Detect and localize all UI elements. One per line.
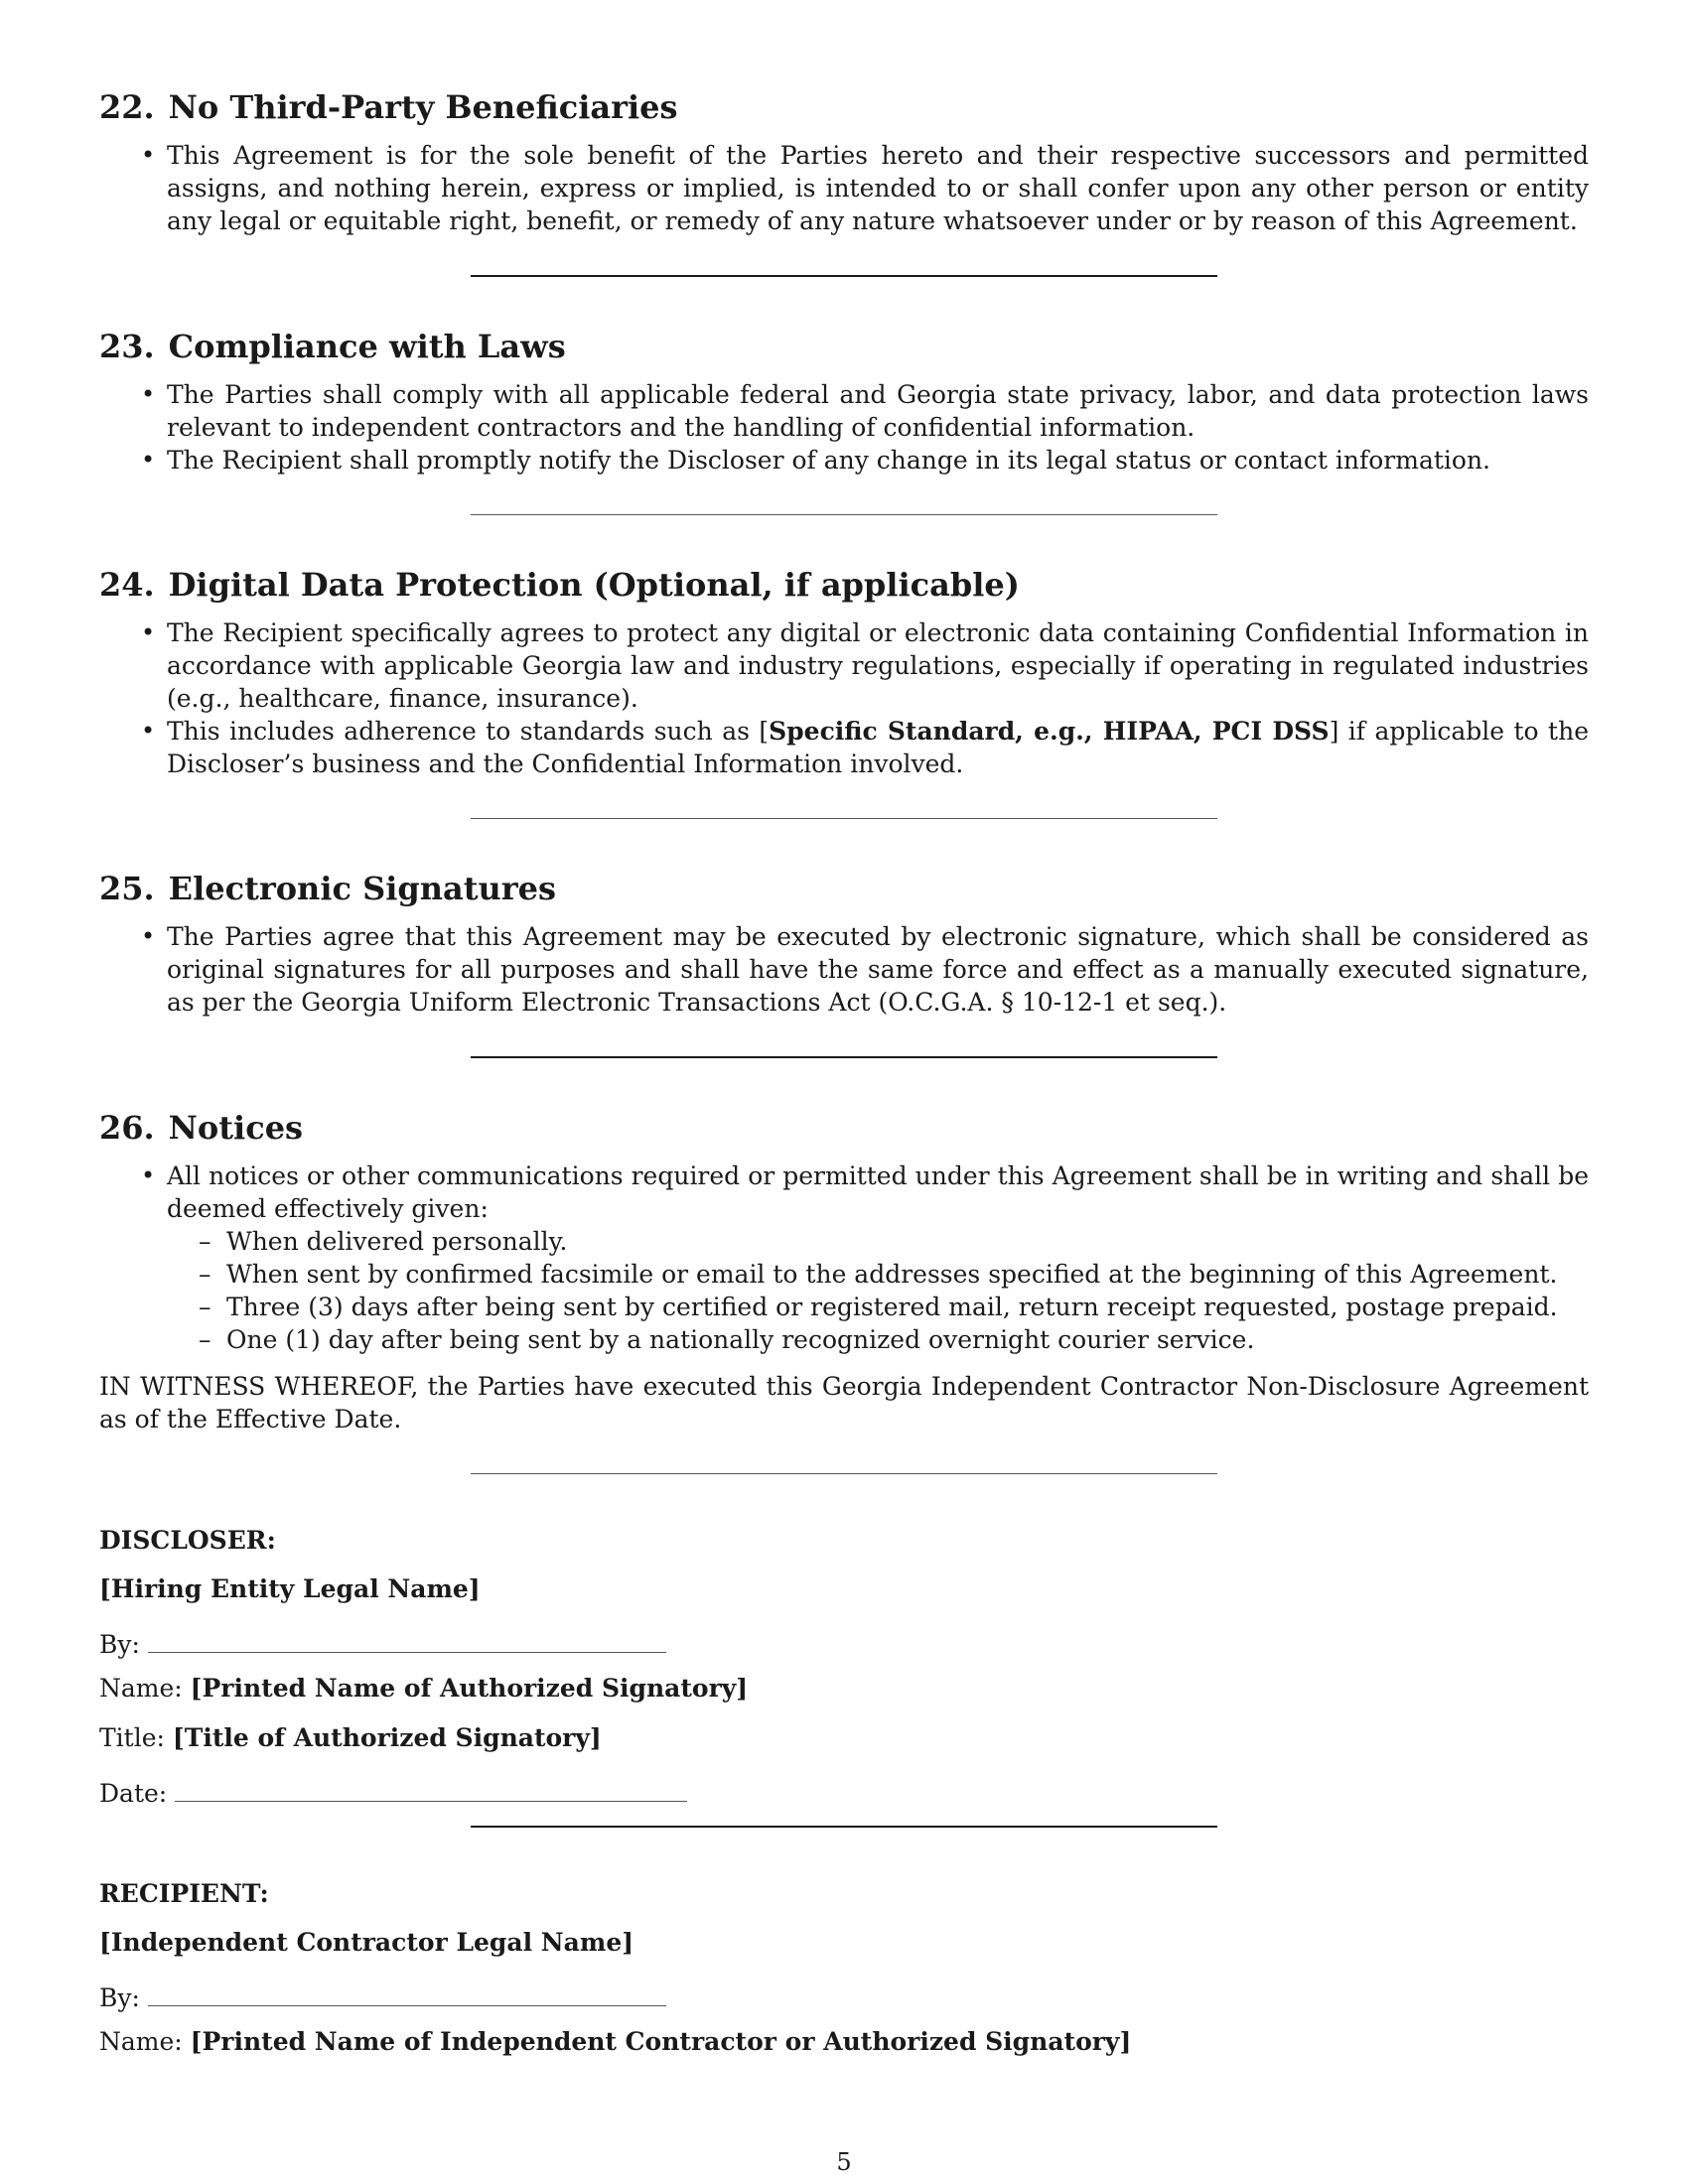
sub-list [167,1225,1589,1356]
date-blank[interactable] [175,1771,687,1802]
document-page [99,87,1589,2075]
discloser-title-line [99,1721,1589,1754]
title-label: Title: [99,1723,165,1752]
bullet-item: • The Recipient specifically agrees to protect any digital or electronic data containing Confidential Information in accordance with applicable Georgia law and industry regulations, especially if operating in regulated industries (e.g., healthcare, finance, insurance). [99,616,1589,715]
section-22 [99,87,1589,237]
section-heading [99,87,1589,127]
recipient-entity [99,1926,1589,1959]
bullet-item: • The Recipient shall promptly notify the Discloser of any change in its legal status or contact information. [99,444,1589,477]
discloser-signature-block [99,1524,1589,1808]
recipient-heading: RECIPIENT: [99,1879,269,1908]
section-24 [99,565,1589,780]
name-label: Name: [99,1674,183,1703]
discloser-entity [99,1572,1589,1605]
section-heading [99,327,1589,366]
signature-blank[interactable] [148,1976,666,2006]
section-divider [471,1056,1217,1058]
signature-blank[interactable] [148,1622,666,1653]
section-23 [99,327,1589,477]
section-heading [99,1108,1589,1148]
section-divider [471,1826,1217,1828]
recipient-signature-block [99,1877,1589,2058]
section-heading [99,869,1589,908]
bullet-list [99,1160,1589,1356]
sub-list-item: – When delivered personally. [167,1225,1589,1258]
section-number: 26. [99,1109,155,1147]
bullet-text: This includes adherence to standards such as [ [167,717,770,746]
bullet-item [99,715,1589,780]
bullet-text: All notices or other communications required or permitted under this Agreement shall be in writing and shall be deemed effectively given: [167,1161,1589,1223]
discloser-date-line [99,1771,1589,1808]
discloser-name-line [99,1672,1589,1705]
section-26 [99,1108,1589,1435]
witness-clause: IN WITNESS WHEREOF, the Parties have executed this Georgia Independent Contractor Non-Disclosure Agreement as of the Effective Date. [99,1372,1589,1433]
section-title: Digital Data Protection (Optional, if applicable) [168,566,1020,604]
bullet-list [99,616,1589,780]
sub-list-item: – When sent by confirmed facsimile or email to the addresses specified at the beginning of this Agreement. [167,1258,1589,1291]
bullet-list [99,920,1589,1019]
section-number: 25. [99,870,155,907]
section-heading [99,565,1589,605]
section-number: 22. [99,88,155,126]
recipient-by-line [99,1976,1589,2012]
section-number: 24. [99,566,155,604]
section-title: Notices [168,1109,304,1147]
section-divider [471,1473,1217,1474]
bullet-list [99,139,1589,237]
page-number: 5 [836,2148,852,2176]
bullet-item [99,1160,1589,1356]
section-divider [471,818,1217,819]
name-value: [Printed Name of Authorized Signatory] [190,1674,749,1703]
section-title: Electronic Signatures [168,870,557,907]
name-label: Name: [99,2027,183,2056]
entity-name: [Independent Contractor Legal Name] [99,1928,634,1957]
entity-name: [Hiring Entity Legal Name] [99,1574,481,1603]
sub-list-item: – Three (3) days after being sent by certified or registered mail, return receipt requested, postage prepaid. [167,1291,1589,1323]
bullet-text: ] if applicable to the Discloser’s business and the Confidential Information involved. [167,717,1589,778]
standard-placeholder: Specific Standard, e.g., HIPAA, PCI DSS [769,717,1330,746]
discloser-heading: DISCLOSER: [99,1526,276,1555]
discloser-by-line [99,1622,1589,1659]
section-25 [99,869,1589,1019]
bullet-item: • The Parties agree that this Agreement may be executed by electronic signature, which shall be considered as original signatures for all purposes and shall have the same force and effect as a manually executed signature, as per the Georgia Uniform Electronic Transactions Act (O.C.G.A. § 10-12-1 et seq.). [99,920,1589,1019]
name-value: [Printed Name of Independent Contractor or Authorized Signatory] [190,2027,1132,2056]
by-label: By: [99,1983,140,2012]
bullet-list [99,378,1589,477]
section-divider [471,275,1217,277]
bullet-item: • The Parties shall comply with all applicable federal and Georgia state privacy, labor, and data protection laws relevant to independent contractors and the handling of confidential information. [99,378,1589,444]
title-value: [Title of Authorized Signatory] [172,1723,602,1752]
recipient-name-line [99,2025,1589,2058]
date-label: Date: [99,1779,168,1808]
bullet-item: • This Agreement is for the sole benefit of the Parties hereto and their respective successors and permitted assigns, and nothing herein, express or implied, is intended to or shall confer upon any other person or entity any legal or equitable right, benefit, or remedy of any nature whatsoever under or by reason of this Agreement. [99,139,1589,237]
by-label: By: [99,1630,140,1659]
section-title: No Third-Party Beneficiaries [168,88,678,126]
sub-list-item: – One (1) day after being sent by a nationally recognized overnight courier service. [167,1323,1589,1356]
section-title: Compliance with Laws [168,328,566,365]
section-divider [471,514,1217,515]
section-number: 23. [99,328,155,365]
